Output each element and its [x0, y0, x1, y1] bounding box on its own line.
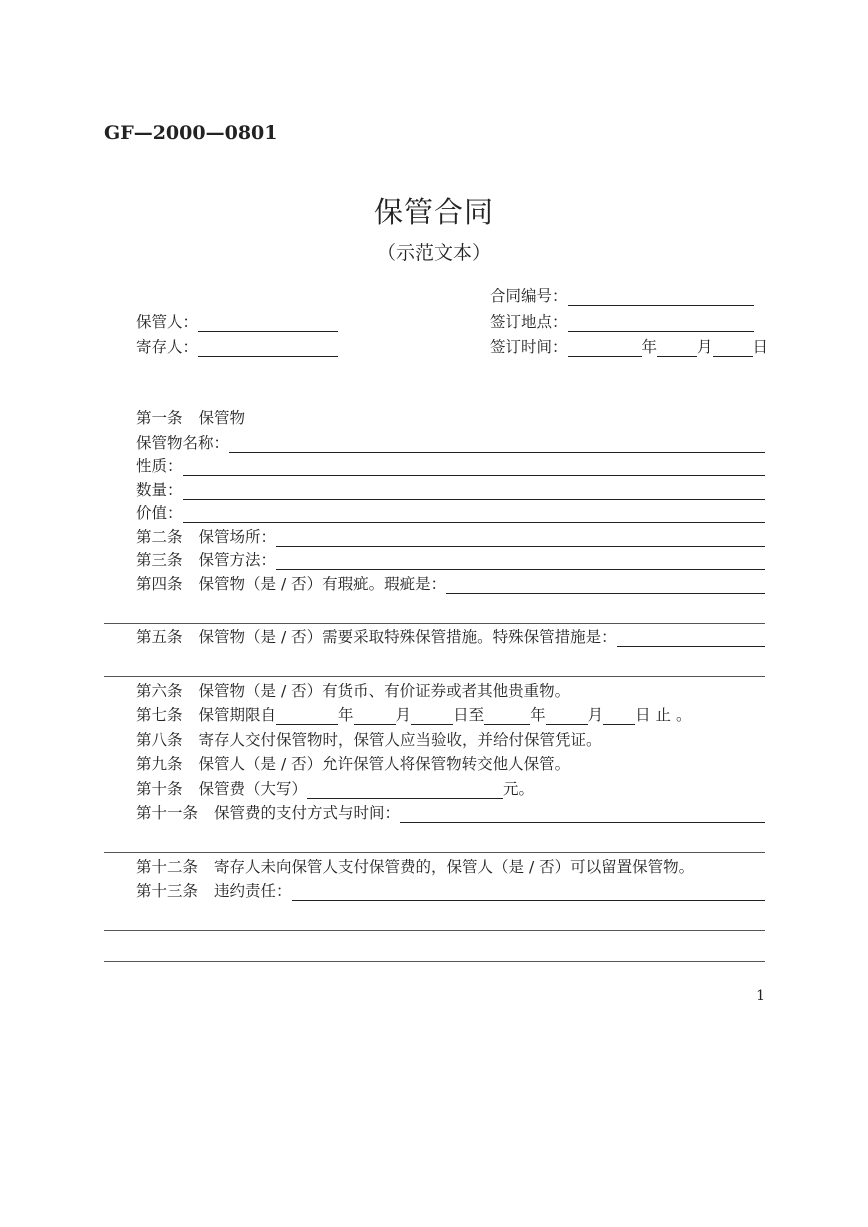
article-13-continuation-line-2[interactable]: [104, 961, 765, 962]
article-11-number: 第十一条: [136, 804, 199, 822]
storage-method-blank[interactable]: [276, 553, 765, 570]
article-5-number: 第五条: [136, 628, 183, 646]
article-8-text: 寄存人交付保管物时，保管人应当验收，并给付保管凭证。: [198, 731, 602, 749]
article-11-text: 保管费的支付方式与时间：: [214, 804, 401, 822]
period-start-year-label: 年: [338, 706, 354, 724]
article-9: [136, 754, 570, 774]
article-9-number: 第九条: [136, 755, 183, 773]
sign-day-label: 日: [752, 338, 769, 356]
article-8: [136, 730, 602, 750]
article-11-continuation-line[interactable]: [104, 852, 765, 853]
period-end-day-blank[interactable]: [603, 708, 635, 725]
period-end-year-label: 年: [530, 706, 546, 724]
defect-blank[interactable]: [446, 577, 765, 594]
sign-month-label: 月: [697, 338, 713, 356]
item-quantity-blank[interactable]: [183, 483, 765, 500]
article-13-continuation-line-1[interactable]: [104, 930, 765, 931]
item-name-label: 保管物名称：: [136, 434, 230, 452]
article-4-continuation-line[interactable]: [104, 623, 765, 624]
item-name-blank[interactable]: [229, 436, 765, 453]
article-10-text: 保管费（大写）: [198, 780, 308, 798]
item-nature-label: 性质：: [136, 457, 183, 475]
document-code: GF—2000—0801: [104, 122, 278, 144]
item-value-label: 价值：: [136, 504, 183, 522]
article-4: [136, 574, 765, 594]
article-13-text: 违约责任：: [214, 882, 292, 900]
document-subtitle: （示范文本）: [376, 242, 491, 264]
article-5-continuation-line[interactable]: [104, 676, 765, 677]
article-10: [136, 779, 534, 799]
article-12-number: 第十二条: [136, 858, 199, 876]
contract-number-field: [490, 286, 754, 306]
article-12-text: 寄存人未向保管人支付保管费的，保管人（是 / 否）可以留置保管物。: [214, 858, 695, 876]
article-8-number: 第八条: [136, 731, 183, 749]
custodian-label: 保管人：: [136, 313, 199, 331]
period-start-year-blank[interactable]: [276, 708, 338, 725]
payment-method-blank[interactable]: [400, 806, 765, 823]
depositor-field: [136, 337, 338, 357]
sign-place-blank[interactable]: [568, 315, 754, 332]
depositor-label: 寄存人：: [136, 338, 199, 356]
article-4-number: 第四条: [136, 575, 183, 593]
article-6-number: 第六条: [136, 682, 183, 700]
article-5: [136, 627, 765, 647]
article-5-text: 保管物（是 / 否）需要采取特殊保管措施。特殊保管措施是：: [198, 628, 617, 646]
article-7-text: 保管期限自: [198, 706, 277, 724]
custodian-field: [136, 312, 338, 332]
item-nature-field: [136, 456, 765, 476]
article-13-number: 第十三条: [136, 882, 199, 900]
period-end-month-blank[interactable]: [546, 708, 588, 725]
period-start-day-blank[interactable]: [411, 708, 453, 725]
article-7-number: 第七条: [136, 706, 183, 724]
article-2: [136, 527, 765, 547]
article-13: [136, 881, 765, 901]
item-nature-blank[interactable]: [183, 459, 765, 476]
item-value-blank[interactable]: [183, 506, 765, 523]
item-quantity-field: [136, 480, 765, 500]
article-11: [136, 803, 765, 823]
article-4-text: 保管物（是 / 否）有瑕疵。瑕疵是：: [198, 575, 447, 593]
sign-month-blank[interactable]: [657, 340, 697, 357]
article-1-number: 第一条: [136, 409, 183, 427]
item-value-field: [136, 503, 765, 523]
page-number: 1: [756, 988, 765, 1004]
period-start-day-label: 日至: [453, 706, 485, 724]
liability-blank[interactable]: [292, 884, 765, 901]
period-end-day-label: 日 止 。: [635, 706, 692, 724]
article-12: [136, 857, 694, 877]
custodian-blank[interactable]: [198, 315, 338, 332]
article-3: [136, 550, 765, 570]
sign-place-field: [490, 312, 754, 332]
item-name-field: [136, 433, 765, 453]
sign-year-blank[interactable]: [568, 340, 642, 357]
special-measures-blank[interactable]: [617, 630, 765, 647]
period-end-month-label: 月: [587, 706, 604, 724]
sign-time-label: 签订时间：: [490, 338, 568, 356]
depositor-blank[interactable]: [198, 340, 338, 357]
article-3-text: 保管方法：: [198, 551, 277, 569]
storage-place-blank[interactable]: [276, 530, 765, 547]
fee-unit: 元。: [503, 780, 535, 798]
article-2-number: 第二条: [136, 528, 183, 546]
sign-year-label: 年: [641, 338, 658, 356]
sign-time-field: [490, 337, 768, 357]
article-1-text: 保管物: [198, 409, 246, 427]
article-10-number: 第十条: [136, 780, 183, 798]
period-start-month-blank[interactable]: [354, 708, 396, 725]
contract-number-label: 合同编号：: [490, 287, 568, 305]
article-2-text: 保管场所：: [198, 528, 277, 546]
article-7: [136, 705, 691, 725]
sign-place-label: 签订地点：: [490, 313, 568, 331]
document-title: 保管合同: [373, 195, 494, 229]
article-6: [136, 681, 570, 701]
item-quantity-label: 数量：: [136, 481, 183, 499]
article-6-text: 保管物（是 / 否）有货币、有价证券或者其他贵重物。: [198, 682, 571, 700]
period-start-month-label: 月: [395, 706, 412, 724]
sign-day-blank[interactable]: [713, 340, 753, 357]
period-end-year-blank[interactable]: [484, 708, 530, 725]
article-9-text: 保管人（是 / 否）允许保管人将保管物转交他人保管。: [198, 755, 571, 773]
article-3-number: 第三条: [136, 551, 183, 569]
fee-amount-blank[interactable]: [307, 782, 503, 799]
contract-number-blank[interactable]: [568, 289, 754, 306]
article-1-heading: [136, 408, 245, 428]
